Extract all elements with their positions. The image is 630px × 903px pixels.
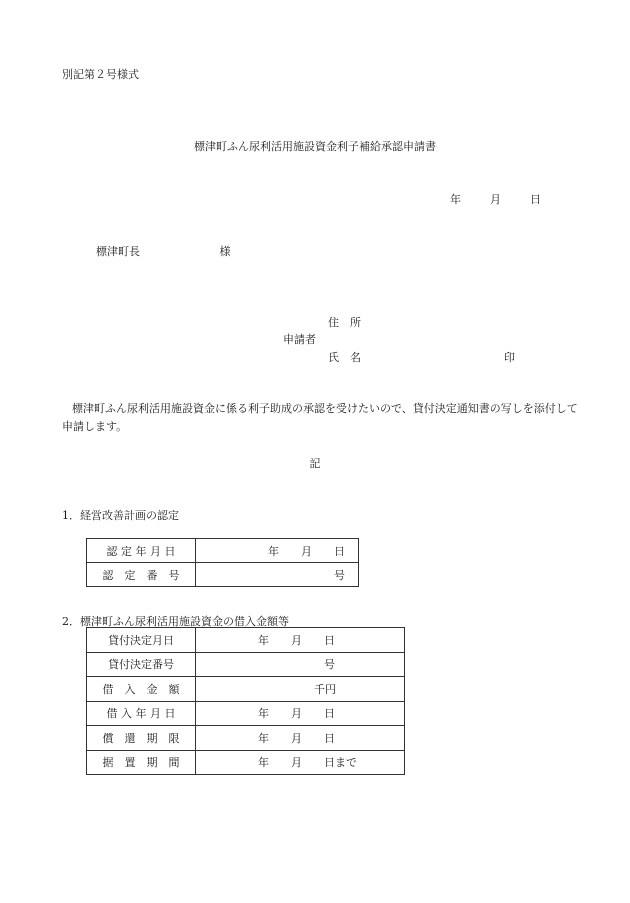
unit-number: 号 — [324, 658, 335, 672]
unit-month: 月 — [301, 544, 312, 558]
cert-number-value[interactable] — [196, 563, 359, 587]
loan-decision-date-value[interactable] — [196, 628, 405, 653]
deferment-period-value[interactable] — [196, 750, 405, 775]
table-row — [87, 652, 405, 677]
table-row — [87, 628, 405, 653]
certification-table — [86, 538, 359, 587]
date-month-label: 月 — [490, 193, 501, 206]
table-row — [87, 563, 359, 587]
cert-date-value[interactable] — [196, 539, 359, 563]
addressee-name: 標津町長 — [96, 245, 140, 258]
seal-mark: 印 — [504, 351, 515, 364]
loan-decision-number-value[interactable] — [196, 652, 405, 677]
unit-number: 号 — [334, 568, 345, 582]
loan-details-table — [86, 627, 405, 775]
form-number-label: 別記第２号様式 — [62, 68, 139, 81]
unit-month: 月 — [291, 707, 302, 721]
unit-until-day: 日まで — [324, 756, 357, 770]
applicant-label: 申請者 — [283, 333, 316, 346]
repayment-deadline-label: 償 還 期 限 — [87, 726, 196, 751]
body-paragraph: 標津町ふん尿利活用施設資金に係る利子助成の承認を受けたいので、貸付決定通知書の写しを添付して申請します。 — [62, 402, 578, 433]
unit-month: 月 — [291, 731, 302, 745]
unit-day: 日 — [334, 544, 345, 558]
unit-day: 日 — [324, 707, 335, 721]
loan-decision-number-label: 貸付決定番号 — [87, 652, 196, 677]
addressee — [96, 243, 231, 259]
unit-year: 年 — [258, 707, 269, 721]
unit-day: 日 — [324, 633, 335, 647]
loan-date-label: 借 入 年 月 日 — [87, 701, 196, 726]
unit-year: 年 — [258, 756, 269, 770]
unit-day: 日 — [324, 731, 335, 745]
document-title: 標津町ふん尿利活用施設資金利子補給承認申請書 — [194, 140, 436, 153]
table-row — [87, 726, 405, 751]
unit-year: 年 — [258, 633, 269, 647]
addressee-honorific: 様 — [219, 245, 231, 258]
loan-decision-date-label: 貸付決定月日 — [87, 628, 196, 653]
deferment-period-label: 据 置 期 間 — [87, 750, 196, 775]
date-year-label: 年 — [450, 193, 461, 206]
cert-number-label: 認 定 番 号 — [87, 563, 196, 587]
address-label: 住 所 — [328, 316, 361, 329]
unit-month: 月 — [291, 633, 302, 647]
date-line — [450, 191, 541, 207]
table-row — [87, 539, 359, 563]
table-row — [87, 677, 405, 702]
table-row — [87, 750, 405, 775]
ki-heading: 記 — [309, 457, 321, 470]
unit-year: 年 — [268, 544, 279, 558]
section1-heading: 1．経営改善計画の認定 — [62, 509, 179, 522]
section2-heading: 2．標津町ふん尿利活用施設資金の借入金額等 — [62, 615, 289, 628]
loan-amount-value[interactable] — [196, 677, 405, 702]
loan-date-value[interactable] — [196, 701, 405, 726]
name-label: 氏 名 — [328, 351, 361, 364]
loan-amount-label: 借 入 金 額 — [87, 677, 196, 702]
unit-month: 月 — [291, 756, 302, 770]
date-day-label: 日 — [530, 193, 541, 206]
cert-date-label: 認 定 年 月 日 — [87, 539, 196, 563]
unit-thousand-yen: 千円 — [314, 682, 336, 696]
table-row — [87, 701, 405, 726]
unit-year: 年 — [258, 731, 269, 745]
repayment-deadline-value[interactable] — [196, 726, 405, 751]
